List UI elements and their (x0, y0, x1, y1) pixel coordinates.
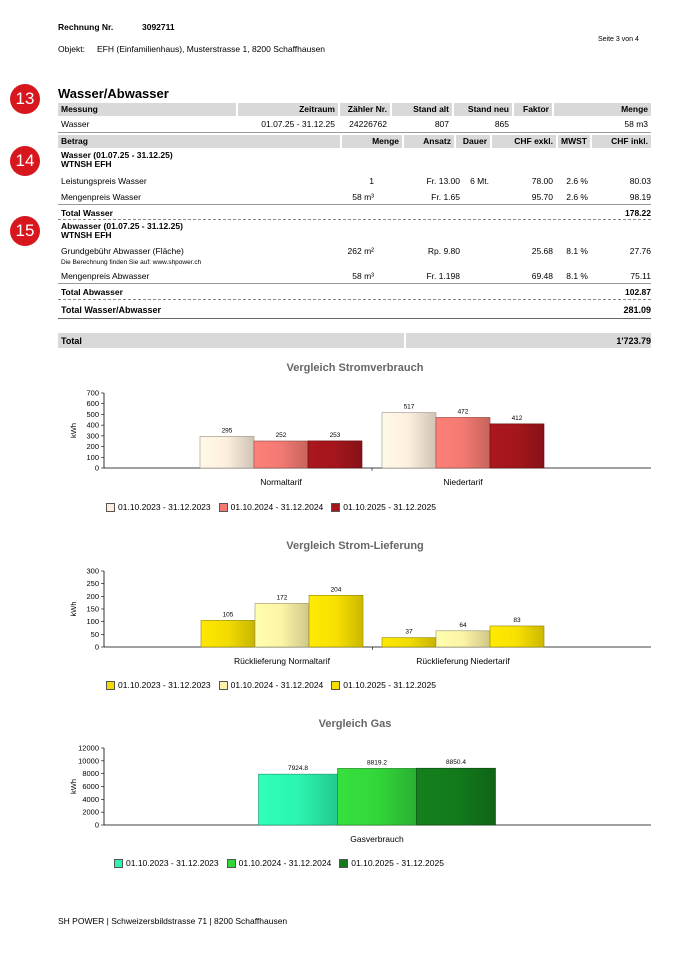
cell: Rp. 9.80 (427, 246, 460, 256)
total-ww-value: 281.09 (623, 305, 651, 315)
legend-item (227, 858, 332, 868)
legend-label: 01.10.2025 - 31.12.2025 (343, 680, 436, 690)
total-abwasser-label: Total Abwasser (61, 287, 123, 297)
y-tick-label: 300 (86, 431, 99, 441)
bar-value-label: 517 (403, 403, 415, 411)
bar-value-label: 295 (221, 427, 233, 435)
cell: 807 (434, 119, 449, 129)
legend-label: 01.10.2025 - 31.12.2025 (351, 858, 444, 868)
bar (201, 620, 255, 647)
cell: 27.76 (629, 246, 651, 256)
bar (338, 768, 417, 825)
legend-label: 01.10.2024 - 31.12.2024 (230, 680, 324, 690)
step-badge-15: 15 (10, 216, 40, 246)
divider (58, 283, 651, 284)
y-tick-label: 500 (86, 409, 99, 419)
legend-swatch (106, 503, 115, 512)
legend-item (106, 680, 211, 690)
legend-item (331, 502, 436, 512)
bar (382, 638, 436, 647)
y-tick-label: 600 (86, 399, 99, 409)
cell: 58 m3 (624, 119, 648, 129)
cell: 8.1 % (566, 271, 588, 281)
bar-value-label: 204 (330, 586, 342, 594)
y-tick-label: 4000 (82, 794, 99, 804)
cell: Fr. 13.00 (426, 176, 460, 186)
abwasser-subtitle: WTNSH EFH (61, 230, 112, 240)
legend-swatch (339, 859, 348, 868)
dashed-divider (58, 219, 651, 220)
y-axis-label: kWh (69, 601, 78, 617)
y-tick-label: 150 (86, 604, 99, 614)
bar (436, 417, 490, 468)
y-tick-label: 300 (86, 566, 99, 576)
bar-value-label: 8850.4 (446, 759, 466, 767)
section-title: Wasser/Abwasser (58, 86, 169, 101)
bar (259, 774, 338, 825)
col-messung: Messung (58, 103, 236, 116)
cell: Leistungspreis Wasser (61, 176, 147, 186)
bar (490, 424, 544, 468)
dashed-divider (58, 299, 651, 300)
bar-value-label: 7924.8 (288, 765, 308, 773)
bar (255, 603, 309, 647)
bar-value-label: 105 (222, 611, 234, 619)
col-zaehler: Zähler Nr. (340, 103, 390, 116)
cell: 78.00 (531, 176, 553, 186)
y-tick-label: 0 (94, 820, 99, 830)
col-stand-neu: Stand neu (454, 103, 512, 116)
step-badge-14: 14 (10, 146, 40, 176)
category-label: Niedertarif (443, 477, 483, 487)
legend-gas (114, 858, 452, 868)
bar-value-label: 8819.2 (367, 759, 387, 767)
legend-label: 01.10.2023 - 31.12.2023 (126, 858, 219, 868)
legend-label: 01.10.2024 - 31.12.2024 (238, 858, 332, 868)
cell: 24226762 (349, 119, 387, 129)
abwasser-note: Die Berechnung finden Sie auf: www.shpower.ch (61, 259, 202, 266)
bar-value-label: 83 (513, 616, 521, 624)
bar (309, 595, 363, 647)
divider (58, 132, 651, 133)
y-tick-label: 0 (94, 642, 99, 652)
chart-title-gas: Vergleich Gas (318, 718, 392, 730)
y-tick-label: 10000 (78, 756, 99, 766)
bar (490, 626, 544, 647)
bar-value-label: 252 (275, 432, 287, 439)
grand-total-label: Total (61, 336, 82, 346)
grand-total-value: 1'723.79 (616, 336, 651, 346)
legend-swatch (227, 859, 236, 868)
bar (254, 441, 308, 468)
cell: 58 m³ (352, 192, 374, 202)
y-tick-label: 6000 (82, 782, 99, 791)
cell: 01.07.25 - 31.12.25 (261, 119, 335, 129)
total-ww-label: Total Wasser/Abwasser (61, 305, 162, 315)
cell: Fr. 1.198 (426, 271, 460, 281)
cell: 80.03 (629, 176, 651, 186)
legend-label: 01.10.2023 - 31.12.2023 (118, 680, 211, 690)
col-chf-exkl: CHF exkl. (492, 135, 556, 148)
bar-value-label: 412 (511, 414, 523, 422)
y-tick-label: 0 (94, 463, 99, 473)
chart-gas (60, 740, 660, 850)
bar-value-label: 172 (276, 594, 288, 602)
col-stand-alt: Stand alt (392, 103, 452, 116)
footer-address: SH POWER | Schweizersbildstrasse 71 | 8200 Schaffhausen (58, 916, 288, 926)
legend-label: 01.10.2025 - 31.12.2025 (343, 502, 436, 512)
objekt-value: EFH (Einfamilienhaus), Musterstrasse 1, 8200 Schaffhausen (97, 44, 326, 54)
cell: 98.19 (629, 192, 651, 202)
divider (58, 204, 651, 205)
chart-title-strom-lieferung: Vergleich Strom-Lieferung (286, 540, 424, 552)
col-menge: Menge (554, 103, 651, 116)
legend-strom-lieferung (106, 680, 444, 690)
abwasser-title: Abwasser (01.07.25 - 31.12.25) (61, 221, 183, 231)
bar (382, 413, 436, 468)
legend-swatch (114, 859, 123, 868)
cell: 75.11 (630, 271, 651, 281)
divider (58, 318, 651, 319)
bar (417, 768, 496, 825)
col-zeitraum: Zeitraum (238, 103, 338, 116)
cell: 2.6 % (566, 192, 588, 202)
col-chf-inkl: CHF inkl. (592, 135, 651, 148)
category-label: Rücklieferung Normaltarif (234, 656, 330, 666)
rechnung-label: Rechnung Nr. (58, 22, 114, 32)
cell: 8.1 % (566, 246, 588, 256)
legend-stromverbrauch (106, 502, 444, 512)
col-menge: Menge (342, 135, 402, 148)
cell: Fr. 1.65 (431, 192, 460, 202)
cell: 25.68 (531, 246, 553, 256)
col-mwst: MWST (558, 135, 590, 148)
y-tick-label: 2000 (82, 807, 99, 817)
y-axis-label: kWh (69, 423, 78, 438)
legend-item (106, 502, 211, 512)
cell: 69.48 (531, 271, 553, 281)
category-label: Rücklieferung Niedertarif (416, 656, 510, 666)
chart-stromverbrauch (60, 385, 660, 490)
bar-value-label: 472 (457, 408, 469, 416)
category-label: Gasverbrauch (350, 834, 404, 844)
legend-item (114, 858, 219, 868)
bar (436, 631, 490, 647)
legend-item (331, 680, 436, 690)
rechnung-nr: 3092711 (142, 22, 175, 32)
y-tick-label: 200 (86, 442, 99, 452)
cell: 1 (369, 176, 374, 186)
col-ansatz: Ansatz (404, 135, 454, 148)
wasser-title: Wasser (01.07.25 - 31.12.25) (61, 150, 173, 160)
bar-value-label: 64 (459, 621, 467, 629)
bar-value-label: 253 (329, 431, 341, 439)
y-tick-label: 700 (86, 388, 99, 398)
total-wasser-value: 178.22 (625, 208, 651, 218)
cell: 58 m³ (352, 271, 374, 281)
y-tick-label: 50 (90, 629, 99, 639)
y-tick-label: 12000 (78, 743, 99, 753)
y-tick-label: 100 (86, 452, 99, 462)
bar-value-label: 37 (405, 628, 413, 636)
cell: Mengenpreis Wasser (61, 192, 141, 202)
cell: Grundgebühr Abwasser (Fläche) (61, 246, 184, 256)
y-axis-label: kWh (69, 779, 78, 794)
bar (308, 441, 362, 468)
y-tick-label: 250 (86, 579, 99, 589)
legend-label: 01.10.2023 - 31.12.2023 (118, 502, 211, 512)
cell: 262 m² (347, 246, 374, 256)
col-dauer: Dauer (456, 135, 490, 148)
legend-swatch (331, 681, 340, 690)
legend-item (339, 858, 444, 868)
cell: 865 (494, 119, 509, 129)
legend-swatch (331, 503, 340, 512)
total-abwasser-value: 102.87 (625, 287, 651, 297)
step-badge-13: 13 (10, 84, 40, 114)
y-tick-label: 200 (86, 591, 99, 601)
legend-swatch (219, 503, 228, 512)
legend-item (219, 502, 324, 512)
col-faktor: Faktor (514, 103, 552, 116)
cell: 6 Mt. (470, 176, 489, 186)
cell: 2.6 % (566, 176, 588, 186)
bar (200, 436, 254, 468)
total-bar-left (58, 333, 404, 348)
col-betrag: Betrag (58, 135, 340, 148)
chart-strom-lieferung (60, 563, 660, 668)
y-tick-label: 8000 (82, 769, 99, 779)
legend-label: 01.10.2024 - 31.12.2024 (230, 502, 324, 512)
page-number: Seite 3 von 4 (598, 36, 639, 43)
wasser-subtitle: WTNSH EFH (61, 159, 112, 169)
legend-swatch (106, 681, 115, 690)
y-tick-label: 100 (86, 617, 99, 627)
chart-title-stromverbrauch: Vergleich Stromverbrauch (286, 362, 424, 374)
category-label: Normaltarif (260, 477, 302, 487)
cell: Mengenpreis Abwasser (61, 271, 150, 281)
cell: Wasser (61, 119, 90, 129)
total-wasser-label: Total Wasser (61, 208, 113, 218)
cell: 95.70 (531, 192, 553, 202)
legend-item (219, 680, 324, 690)
y-tick-label: 400 (86, 420, 99, 430)
legend-swatch (219, 681, 228, 690)
objekt-label: Objekt: (58, 44, 85, 54)
